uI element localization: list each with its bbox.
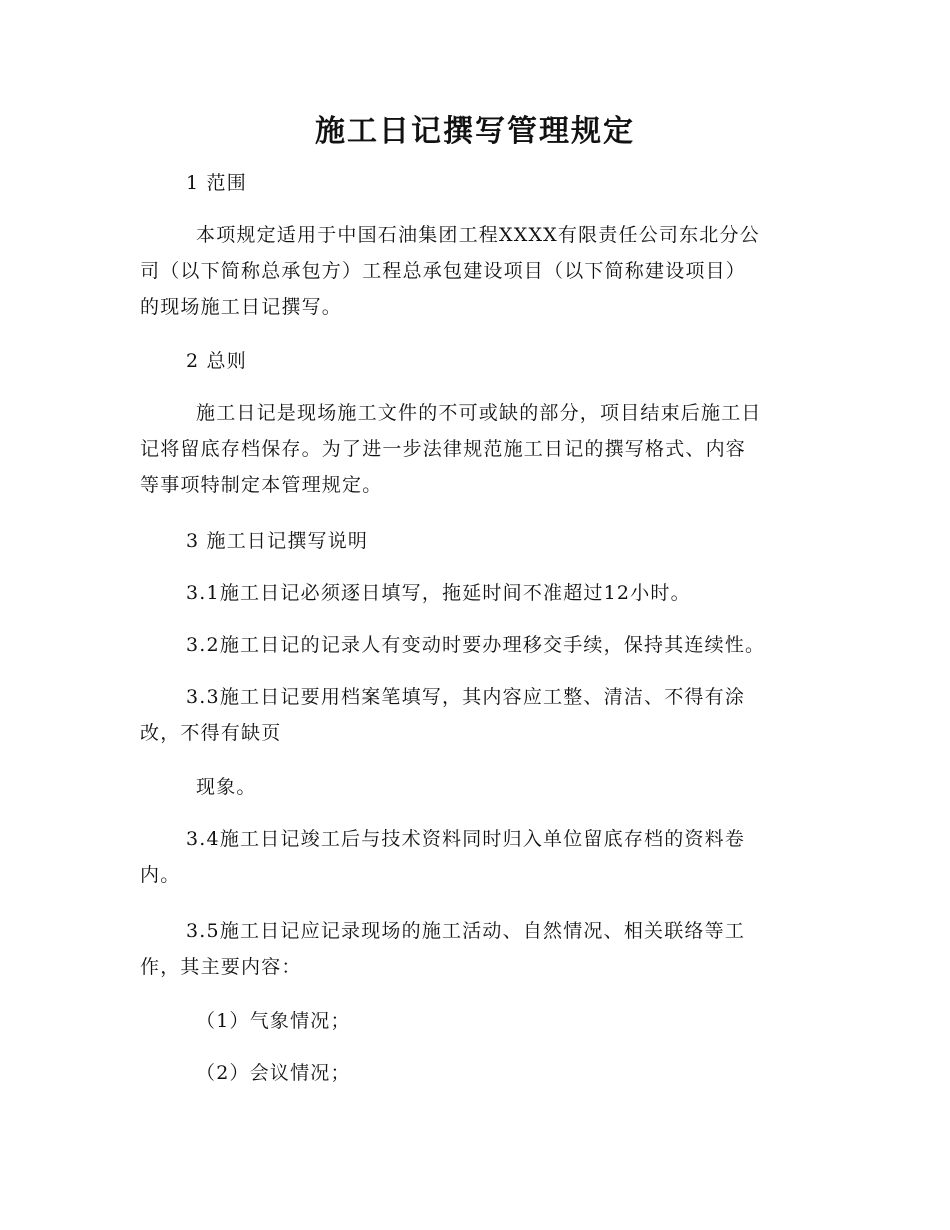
section-3-heading: 3 施工日记撰写说明 (186, 530, 369, 552)
clause-3-3-line-1: 3.3施工日记要用档案笔填写，其内容应工整、清洁、不得有涂 (186, 686, 746, 708)
list-item-weather: （1）气象情况； (196, 1010, 351, 1032)
clause-3-1: 3.1施工日记必须逐日填写，拖延时间不准超过12小时。 (186, 582, 691, 604)
document-title: 施工日记撰写管理规定 (315, 114, 635, 149)
clause-3-3-line-3: 现象。 (196, 776, 257, 798)
clause-3-5-line-2: 作，其主要内容： (140, 956, 302, 978)
clause-3-4-line-2: 内。 (140, 864, 181, 886)
section-2-heading: 2 总则 (186, 350, 247, 372)
section-1-body-line-3: 的现场施工日记撰写。 (140, 296, 343, 318)
clause-3-2: 3.2施工日记的记录人有变动时要办理移交手续，保持其连续性。 (186, 634, 766, 656)
clause-3-4-line-1: 3.4施工日记竣工后与技术资料同时归入单位留底存档的资料卷 (186, 828, 746, 850)
section-2-body-line-1: 施工日记是现场施工文件的不可或缺的部分，项目结束后施工日 (196, 402, 762, 424)
section-1-body-line-2: 司（以下简称总承包方）工程总承包建设项目（以下简称建设项目） (140, 260, 747, 282)
section-1-heading: 1 范围 (186, 172, 247, 194)
section-1-body-line-1: 本项规定适用于中国石油集团工程XXXX有限责任公司东北分公 (196, 224, 760, 246)
clause-3-5-line-1: 3.5施工日记应记录现场的施工活动、自然情况、相关联络等工 (186, 920, 746, 942)
clause-3-3-line-2: 改，不得有缺页 (140, 722, 282, 744)
section-2-body-line-2: 记将留底存档保存。为了进一步法律规范施工日记的撰写格式、内容 (140, 438, 747, 460)
list-item-meetings: （2）会议情况； (196, 1062, 351, 1084)
section-2-body-line-3: 等事项特制定本管理规定。 (140, 474, 383, 496)
